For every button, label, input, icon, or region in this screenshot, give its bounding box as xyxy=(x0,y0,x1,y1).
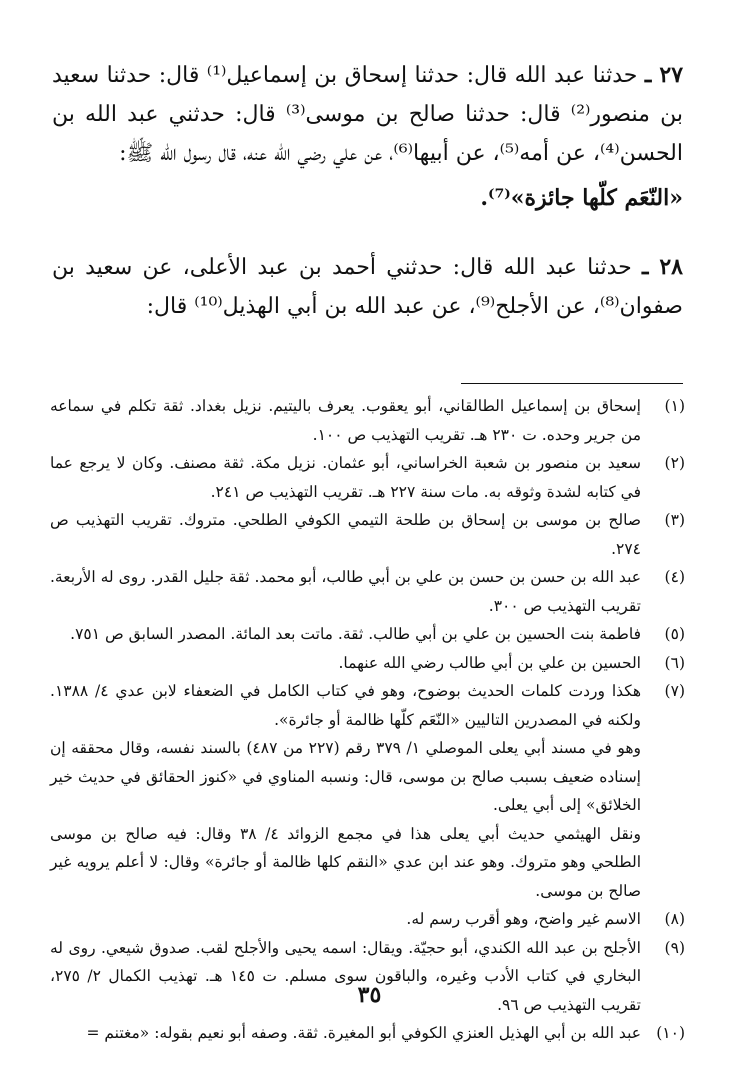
hadith-28-text: حدثنا عبد الله قال: حدثني أحمد بن عبد الأعلى، عن سعيد بن صفوان⁽⁸⁾، عن الأجلح⁽⁹⁾، عن عبد الله بن أبي الهذيل⁽¹⁰⁾ قال: xyxy=(52,255,683,319)
footnote-text: إسحاق بن إسماعيل الطالقاني، أبو يعقوب. يعرف باليتيم. نزيل بغداد. ثقة تكلم في سماعه من جرير وحده. ت ٢٣٠ هـ. تقريب التهذيب ص ١٠٠. xyxy=(50,397,641,444)
page-number: ٣٥ xyxy=(357,982,382,1008)
footnote-text: عبد الله بن حسن بن حسن بن علي بن أبي طالب، أبو محمد. ثقة جليل القدر. روى له الأربعة. تقريب التهذيب ص ٣٠٠. xyxy=(50,568,641,615)
footnote-text: الاسم غير واضح، وهو أقرب رسم له. xyxy=(406,910,641,928)
hadith-28-number: ٢٨ ـ xyxy=(642,254,683,280)
footnote-text: الأجلح بن عبد الله الكندي، أبو حجيّة. ويقال: اسمه يحيى والأجلح لقب. صدوق شيعي. روى له البخاري في كتاب الأدب وغيره، والباقون سوى مسلم. ت ١٤٥ هـ. تهذيب الكمال ٢/ ٢٧٥، تقريب التهذيب ص ٩٦. xyxy=(50,938,641,1014)
footnote-text: فاطمة بنت الحسين بن علي بن أبي طالب. ثقة. ماتت بعد المائة. المصدر السابق ص ٧٥١. xyxy=(70,625,641,643)
footnote-item xyxy=(50,677,685,734)
footnote-number: (٣) xyxy=(664,511,685,529)
footnotes xyxy=(50,392,685,1048)
footnote-number: (١) xyxy=(664,397,685,415)
footnote-item xyxy=(50,649,685,678)
hadith-27 xyxy=(52,56,683,173)
footnote-text: هكذا وردت كلمات الحديث بوضوح، وهو في كتاب الكامل في الضعفاء لابن عدي ٤/ ١٣٨٨. ولكنه في المصدرين التاليين «النّعَم كلّها ظالمة أو جائرة». xyxy=(50,682,641,729)
footnote-text: صالح بن موسى بن إسحاق بن طلحة التيمي الكوفي الطلحي. متروك. تقريب التهذيب ص ٢٧٤. xyxy=(50,511,641,558)
footnote-item xyxy=(50,392,685,449)
main-text xyxy=(52,56,683,326)
footnote-number: (٩) xyxy=(664,938,685,957)
footnote-number: (٤) xyxy=(664,568,685,586)
footnote-continuation: وهو في مسند أبي يعلى الموصلي ١/ ٣٧٩ رقم (٢٢٧ من ٤٨٧) بالسند نفسه، وقال محققه إن إسناده ضعيف بسبب صالح بن موسى، قال: ونسبه المناوي في «كنوز الحقائق في حديث خير الخلائق» إلى أبي يعلى. xyxy=(50,739,642,814)
hadith-27-quote: «النّعَم كلّها جائزة»⁽⁷⁾. xyxy=(480,185,683,211)
footnote-continuation: ونقل الهيثمي حديث أبي يعلى هذا في مجمع الزوائد ٤/ ٣٨ وقال: فيه صالح بن موسى الطلحي وهو متروك. وهو عند ابن عدي «النقم كلها ظالمة أو جائرة» وقال: لا أعلم يرويه غير صالح بن موسى. xyxy=(50,824,641,900)
footnote-item xyxy=(50,620,685,649)
footnote-item xyxy=(50,506,685,563)
footnote-item xyxy=(50,905,685,934)
footnote-item xyxy=(50,1019,685,1048)
hadith-27-text: حدثنا عبد الله قال: حدثنا إسحاق بن إسماعيل⁽¹⁾ قال: حدثنا سعيد بن منصور⁽²⁾ قال: حدثنا صالح بن موسى⁽³⁾ قال: حدثني عبد الله بن الحسن⁽⁴⁾، عن أمه⁽⁵⁾، عن أبيها⁽⁶⁾، عن علي رضي الله عنه، قال رسول الله ﷺ: xyxy=(52,63,683,166)
footnote-number: (٦) xyxy=(664,653,685,672)
footnote-divider xyxy=(461,383,683,384)
footnote-text: سعيد بن منصور بن شعبة الخراساني، أبو عثمان. نزيل مكة. ثقة مصنف. وكان لا يرجع عما في كتابه لشدة وثوقه به. مات سنة ٢٢٧ هـ. تقريب التهذيب ص ٢٤١. xyxy=(50,454,641,501)
hadith-28 xyxy=(52,248,683,326)
footnote-item xyxy=(50,563,685,620)
footnote-number: (٢) xyxy=(664,454,685,472)
footnote-item xyxy=(50,449,685,506)
footnote-number: (٥) xyxy=(664,625,685,643)
hadith-27-number: ٢٧ ـ xyxy=(644,62,684,88)
footnote-text: الحسين بن علي بن أبي طالب رضي الله عنهما. xyxy=(338,653,641,672)
footnote-text: عبد الله بن أبي الهذيل العنزي الكوفي أبو المغيرة. ثقة. وصفه أبو نعيم بقوله: «مغتنم = xyxy=(86,1024,641,1042)
footnote-number: (٧) xyxy=(664,682,685,700)
footnote-number: (٨) xyxy=(664,910,685,928)
footnote-number: (١٠) xyxy=(656,1024,685,1042)
